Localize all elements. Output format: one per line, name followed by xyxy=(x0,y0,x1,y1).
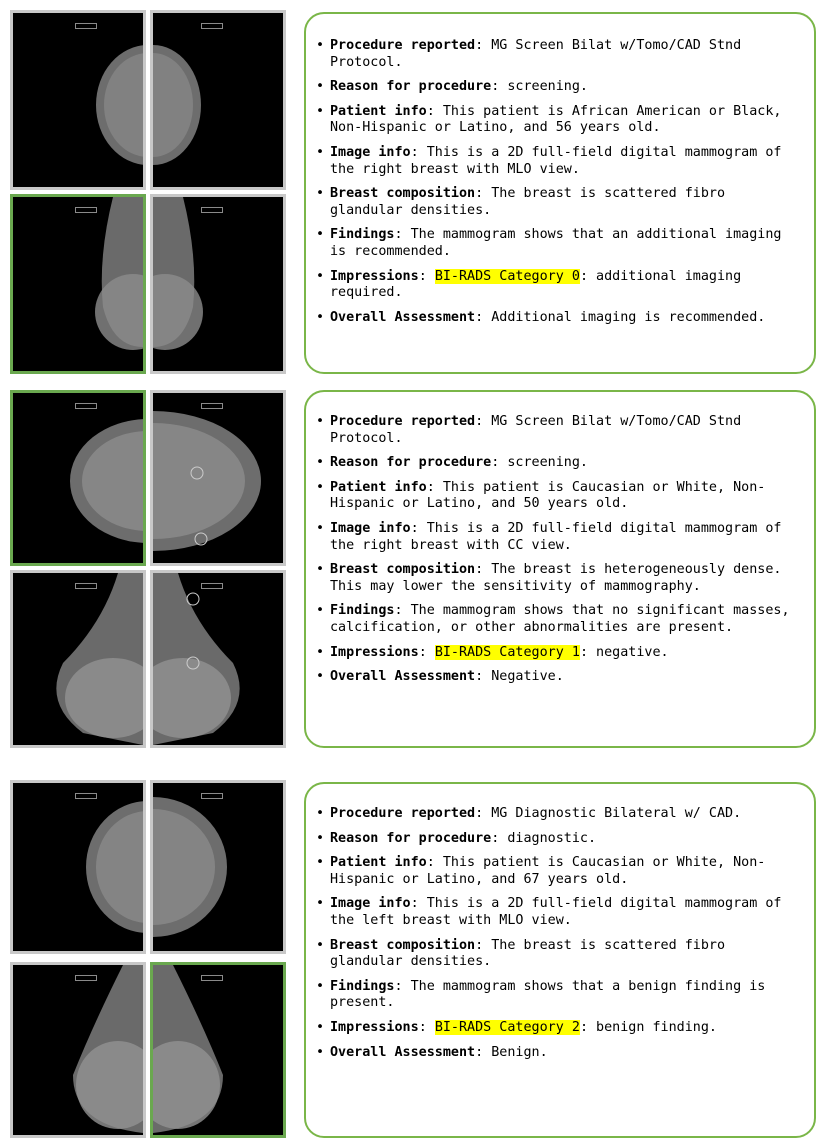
breast-image xyxy=(153,573,283,745)
breast-image xyxy=(153,13,283,187)
marker-icon xyxy=(75,207,97,213)
mammogram-tile-selected[interactable] xyxy=(10,194,146,374)
report-card xyxy=(304,12,816,374)
image-info-item: • Image info: This is a 2D full-field digital mammogram of the left breast with MLO view. xyxy=(316,896,804,929)
overall-item: • Overall Assessment: Additional imaging is recommended. xyxy=(316,310,804,327)
mammogram-tile[interactable] xyxy=(150,10,286,190)
reason-item: • Reason for procedure: diagnostic. xyxy=(316,831,804,848)
reason-item: • Reason for procedure: screening. xyxy=(316,79,804,96)
marker-icon xyxy=(75,403,97,409)
marker-icon xyxy=(201,403,223,409)
mammogram-tile[interactable] xyxy=(10,962,146,1138)
breast-image xyxy=(153,197,283,371)
mammogram-tile[interactable] xyxy=(10,570,146,748)
breast-image xyxy=(13,965,143,1135)
findings-item: • Findings: The mammogram shows that a benign finding is present. xyxy=(316,979,804,1012)
marker-icon xyxy=(75,23,97,29)
report-card xyxy=(304,782,816,1138)
birads-highlight: BI-RADS Category 0 xyxy=(434,268,580,284)
mammogram-tile[interactable] xyxy=(150,194,286,374)
procedure-item: • Procedure reported: MG Screen Bilat w/Tomo/CAD Stnd Protocol. xyxy=(316,38,804,71)
impressions-item: • Impressions: BI-RADS Category 0: additional imaging required. xyxy=(316,269,804,302)
impressions-item: • Impressions: BI-RADS Category 2: benign finding. xyxy=(316,1020,804,1037)
breast-image xyxy=(13,197,143,371)
marker-icon xyxy=(201,975,223,981)
patient-item: • Patient info: This patient is Caucasian or White, Non-Hispanic or Latino, and 67 years old. xyxy=(316,855,804,888)
marker-icon xyxy=(201,583,223,589)
mammogram-tile[interactable] xyxy=(10,10,146,190)
image-info-item: • Image info: This is a 2D full-field digital mammogram of the right breast with MLO view. xyxy=(316,145,804,178)
overall-item: • Overall Assessment: Benign. xyxy=(316,1045,804,1062)
breast-image xyxy=(13,393,143,563)
composition-item: • Breast composition: The breast is scattered fibro glandular densities. xyxy=(316,186,804,219)
findings-item: • Findings: The mammogram shows that no significant masses, calcification, or other abnormalities are present. xyxy=(316,603,804,636)
findings-item: • Findings: The mammogram shows that an additional imaging is recommended. xyxy=(316,227,804,260)
breast-image xyxy=(153,965,283,1135)
marker-icon xyxy=(75,975,97,981)
mammogram-tile[interactable] xyxy=(10,780,146,954)
case-2-images xyxy=(10,390,293,748)
patient-item: • Patient info: This patient is Caucasian or White, Non-Hispanic or Latino, and 50 years old. xyxy=(316,480,804,513)
birads-highlight: BI-RADS Category 1 xyxy=(434,644,580,660)
breast-image xyxy=(13,573,143,745)
breast-image xyxy=(153,393,283,563)
reason-item: • Reason for procedure: screening. xyxy=(316,455,804,472)
mammogram-tile[interactable] xyxy=(150,390,286,566)
patient-item: • Patient info: This patient is African American or Black, Non-Hispanic or Latino, and 56 years old. xyxy=(316,104,804,137)
mammogram-tile[interactable] xyxy=(150,780,286,954)
procedure-item: • Procedure reported: MG Screen Bilat w/Tomo/CAD Stnd Protocol. xyxy=(316,414,804,447)
mammogram-tile-selected[interactable] xyxy=(10,390,146,566)
marker-icon xyxy=(201,793,223,799)
mammogram-tile[interactable] xyxy=(150,570,286,748)
composition-item: • Breast composition: The breast is scattered fibro glandular densities. xyxy=(316,938,804,971)
birads-highlight: BI-RADS Category 2 xyxy=(434,1019,580,1035)
marker-icon xyxy=(201,23,223,29)
breast-image xyxy=(13,13,143,187)
marker-icon xyxy=(75,583,97,589)
procedure-item: • Procedure reported: MG Diagnostic Bilateral w/ CAD. xyxy=(316,806,804,823)
breast-image xyxy=(13,783,143,951)
report-card xyxy=(304,390,816,748)
breast-image xyxy=(153,783,283,951)
image-info-item: • Image info: This is a 2D full-field digital mammogram of the right breast with CC view. xyxy=(316,521,804,554)
marker-icon xyxy=(75,793,97,799)
mammogram-tile-selected[interactable] xyxy=(150,962,286,1138)
case-3-images xyxy=(10,780,293,1138)
impressions-item: • Impressions: BI-RADS Category 1: negative. xyxy=(316,645,804,662)
composition-item: • Breast composition: The breast is heterogeneously dense. This may lower the sensitivity of mammography. xyxy=(316,562,804,595)
case-1-images xyxy=(10,10,293,374)
overall-item: • Overall Assessment: Negative. xyxy=(316,669,804,686)
marker-icon xyxy=(201,207,223,213)
